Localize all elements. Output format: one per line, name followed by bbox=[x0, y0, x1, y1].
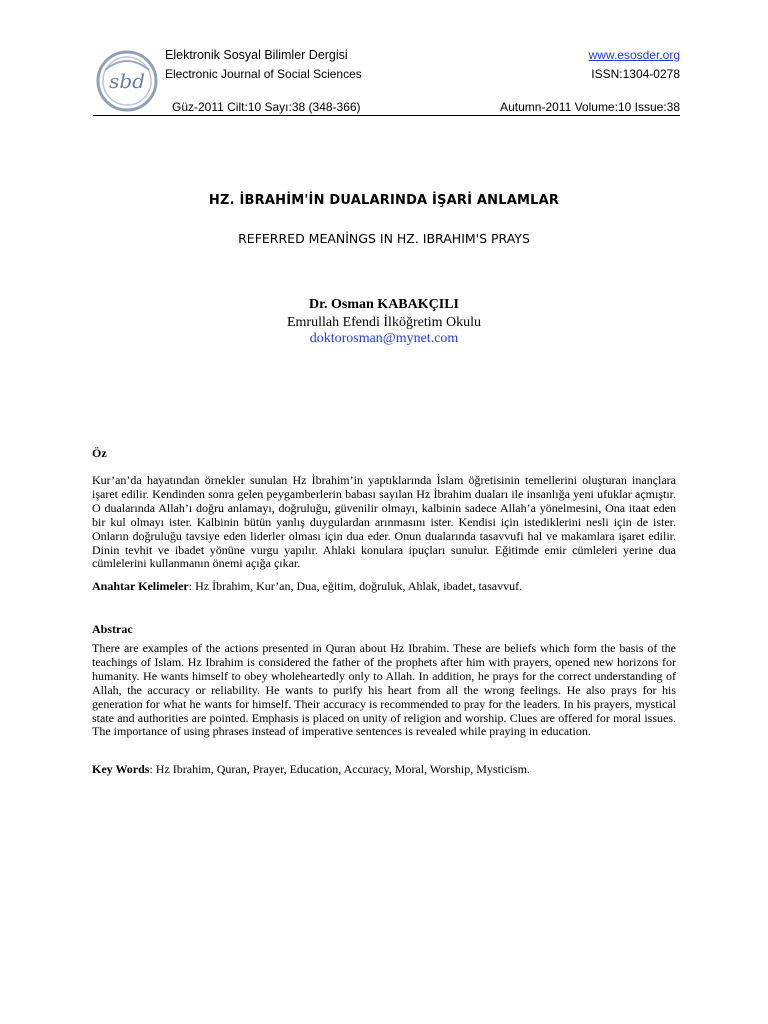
oz-heading: Öz bbox=[92, 446, 107, 460]
abstract-keywords-text: : Hz Ibrahim, Quran, Prayer, Education, Accuracy, Moral, Worship, Mysticism. bbox=[149, 762, 530, 776]
journal-logo bbox=[95, 50, 159, 112]
oz-keywords bbox=[92, 579, 676, 594]
oz-keywords-text: : Hz İbrahim, Kur’an, Dua, eğitim, doğruluk, Ahlak, ibadet, tasavvuf. bbox=[188, 579, 523, 593]
oz-body: Kur’an’da hayatından örnekler sunulan Hz İbrahim’in yaptıklarında İslam öğretisinin temellerini oluşturan inançlara işaret edilir. Kendinden sonra gelen peygamberlerin babası sayılan Hz İbrahim duaları ile insanlığa yeni ufuklar açmıştır. O dualarında Allah’ı doğru anlamayı, doğruluğu, güvenilir olmayı, kalbinin sadece Allah’a yönelmesini, Ona itaat eden bir kul olmayı ister. Kalbinin bütün yanlış duygulardan arınmasını ister. Kendisi için istediklerini nesli için de ister. Onların doğruluğu tavsiye eden liderler olması için dua eder. Onun dualarında tasavvufi hal ve makamlara işaret edilir. Dinin tevhit ve ibadet yönüne vurgu yapılır. Ahlaki konulara ipuçları sunulur. Eğitimde emir cümleleri yerine dua cümlelerini kullanmanın önemi açığa çıkar. bbox=[92, 473, 676, 571]
article-title-tr: HZ. İBRAHİM'İN DUALARINDA İŞARİ ANLAMLAR bbox=[208, 193, 560, 208]
abstract-keywords bbox=[92, 762, 676, 777]
author-email-link[interactable]: doktorosman@mynet.com bbox=[309, 331, 459, 346]
issue-info-en: Autumn-2011 Volume:10 Issue:38 bbox=[500, 100, 680, 114]
logo-text: sbd bbox=[109, 69, 145, 93]
abstract-keywords-label: Key Words bbox=[92, 762, 150, 776]
abstract-heading: Abstrac bbox=[92, 622, 133, 636]
journal-issn: ISSN:1304-0278 bbox=[591, 67, 680, 81]
oz-keywords-label: Anahtar Kelimeler bbox=[92, 579, 189, 593]
article-title-en: REFERRED MEANİNGS IN HZ. IBRAHIM'S PRAYS bbox=[238, 231, 530, 246]
journal-title-en: Electronic Journal of Social Sciences bbox=[165, 67, 362, 81]
issue-info-tr: Güz-2011 Cilt:10 Sayı:38 (348-366) bbox=[172, 100, 361, 114]
journal-title-tr: Elektronik Sosyal Bilimler Dergisi bbox=[165, 48, 348, 62]
author-name: Dr. Osman KABAKÇILI bbox=[308, 297, 459, 312]
header-divider bbox=[93, 115, 680, 116]
author-affiliation: Emrullah Efendi İlköğretim Okulu bbox=[286, 315, 481, 330]
abstract-body: There are examples of the actions presented in Quran about Hz Ibrahim. These are beliefs which form the basis of the teachings of Islam. Hz Ibrahim is considered the father of the prophets after him with prayers, opened new horizons for humanity. He wants himself to obey wholeheartedly only to Allah. In addition, he prays for the correct understanding of Allah, the accuracy or reliability. He wants to purify his heart from all the wrong feelings. He also prays for his generation for what he wants for himself. Their accuracy is recommended to pray for the leaders. In his prayers, mystical state and authorities are pointed. Emphasis is placed on unity of religion and worship. Clues are offered for moral issues. The importance of using phrases instead of imperative sentences is revealed while praying in education. bbox=[92, 641, 676, 739]
journal-website-link[interactable]: www.esosder.org bbox=[588, 48, 680, 62]
